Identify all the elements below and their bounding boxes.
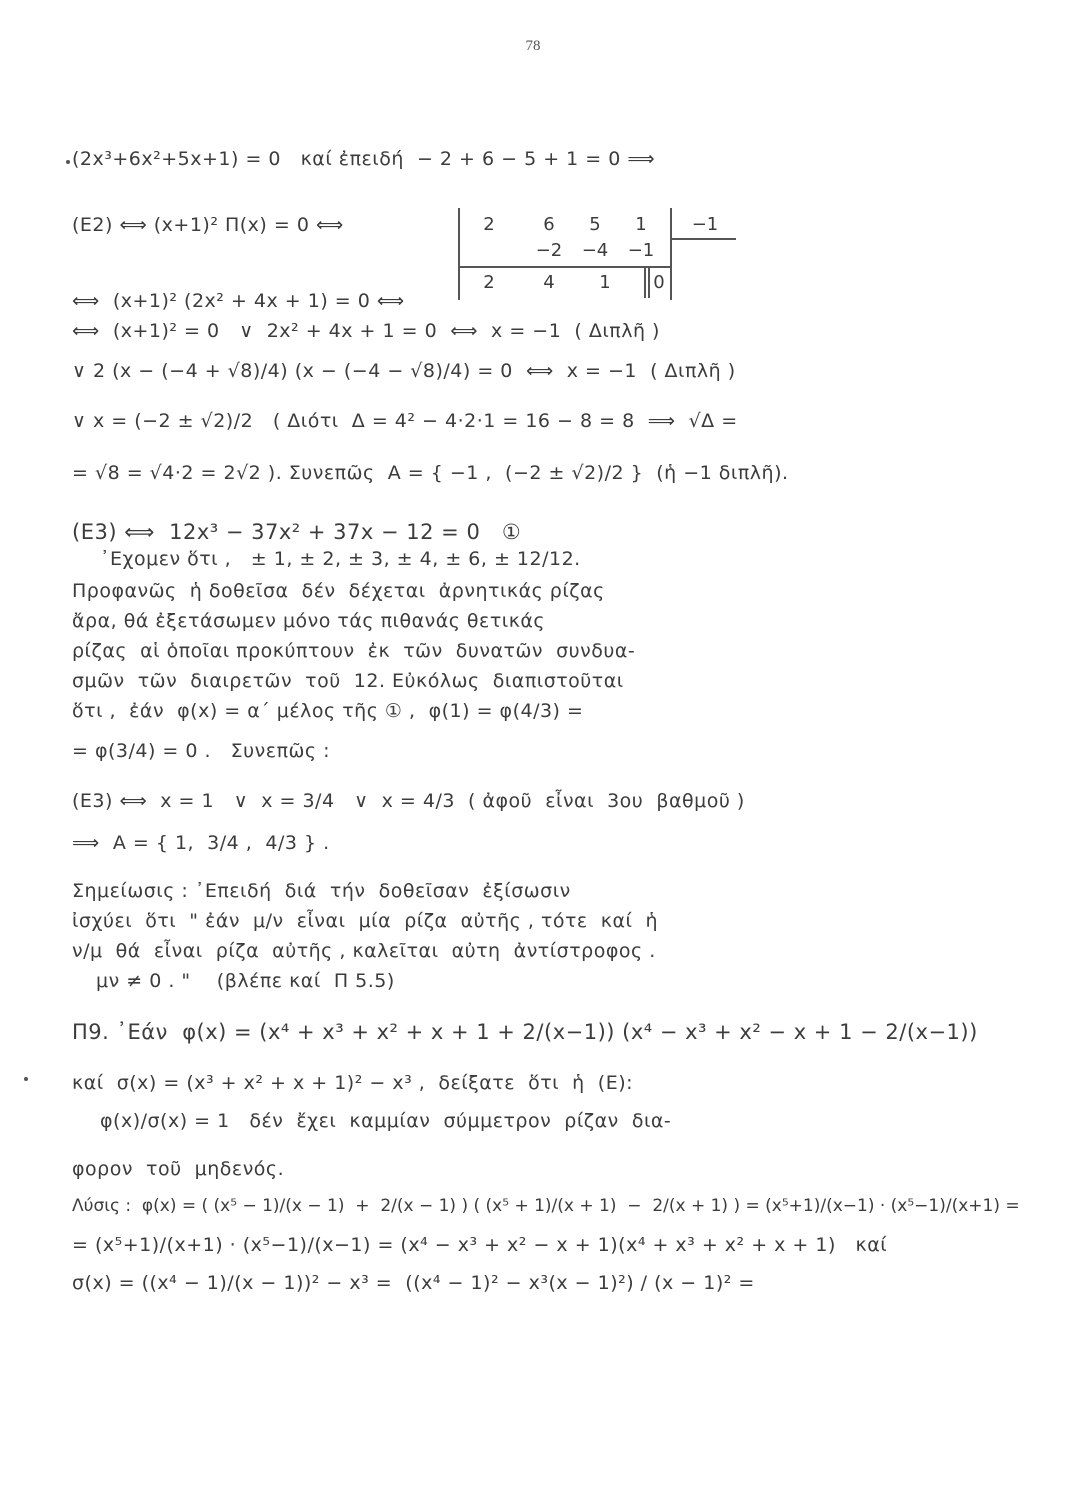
text-line-25: φορον τοῦ μηδενός.: [72, 1158, 285, 1180]
table-cell: −4: [581, 240, 609, 261]
page-number: 78: [525, 38, 541, 54]
table-cell: −2: [535, 240, 563, 261]
text-line-14: ὅτι , ἐάν φ(x) = α΄ μέλος τῆς ① , φ(1) = φ(4/3) =: [72, 700, 584, 722]
text-line-2: (E2) ⟺ (x+1)² Π(x) = 0 ⟺: [72, 214, 344, 236]
table-cell: 2: [483, 214, 495, 235]
text-line-5: ∨ 2 (x − (−4 + √8)/4) (x − (−4 − √8)/4) = 0 ⟺ x = −1 ( Διπλῆ ): [72, 360, 736, 382]
text-line-21: μν ≠ 0 . " (βλέπε καί Π 5.5): [96, 970, 395, 992]
text-line-3: ⟺ (x+1)² (2x² + 4x + 1) = 0 ⟺: [72, 290, 405, 312]
text-line-28: σ(x) = ((x⁴ − 1)/(x − 1))² − x³ = ((x⁴ − 1)² − x³(x − 1)²) / (x − 1)² =: [72, 1272, 755, 1294]
table-remainder: 0: [653, 272, 665, 293]
text-line-12: ρίζας αἱ ὁποῖαι προκύπτουν ἐκ τῶν δυνατῶν συνδυα-: [72, 640, 636, 662]
text-line-17: ⟹ A = { 1, 3/4 , 4/3 } .: [72, 832, 330, 854]
synthetic-division-table: [458, 208, 738, 300]
text-line-24: φ(x)/σ(x) = 1 δέν ἔχει καμμίαν σύμμετρον ρίζαν δια-: [100, 1110, 672, 1132]
text-line-16: (E3) ⟺ x = 1 ∨ x = 3/4 ∨ x = 4/3 ( ἀφοῦ εἶναι 3ου βαθμοῦ ): [72, 790, 745, 812]
text-line-9: ᾿Εχομεν ὅτι , ± 1, ± 2, ± 3, ± 4, ± 6, ± 12/12.: [100, 548, 581, 570]
table-cell: 6: [543, 214, 555, 235]
bullet-mark: [66, 160, 70, 164]
text-line-1: (2x³+6x²+5x+1) = 0 καί ἐπειδή − 2 + 6 − 5 + 1 = 0 ⟹: [72, 148, 656, 170]
text-line-13: σμῶν τῶν διαιρετῶν τοῦ 12. Εὐκόλως διαπιστοῦται: [72, 670, 624, 692]
table-cell: −1: [627, 240, 655, 261]
text-line-26: Λύσις : φ(x) = ( (x⁵ − 1)/(x − 1) + 2/(x − 1) ) ( (x⁵ + 1)/(x + 1) − 2/(x + 1) ) = (x⁵+1)/(x−1) · (x⁵−1)/(x+1) =: [72, 1196, 1020, 1216]
text-line-4: ⟺ (x+1)² = 0 ∨ 2x² + 4x + 1 = 0 ⟺ x = −1 ( Διπλῆ ): [72, 320, 660, 342]
text-line-6: ∨ x = (−2 ± √2)/2 ( Διότι Δ = 4² − 4·2·1 = 16 − 8 = 8 ⟹ √Δ =: [72, 410, 738, 432]
bullet-mark: [24, 1077, 28, 1081]
table-cell: 4: [543, 272, 555, 293]
text-line-23: καί σ(x) = (x³ + x² + x + 1)² − x³ , δείξατε ὅτι ἡ (E):: [72, 1072, 634, 1094]
table-cell: 1: [599, 272, 611, 293]
text-line-15: = φ(3/4) = 0 . Συνεπῶς :: [72, 740, 331, 762]
text-line-20: ν/μ θά εἶναι ρίζα αὐτῆς , καλεῖται αὐτη ἀντίστροφος .: [72, 940, 656, 962]
text-line-8: (E3) ⟺ 12x³ − 37x² + 37x − 12 = 0 ①: [72, 520, 522, 544]
text-line-10: Προφανῶς ἡ δοθεῖσα δέν δέχεται ἀρνητικάς ρίζας: [72, 580, 605, 602]
table-divisor: −1: [691, 214, 719, 235]
text-line-11: ἄρα, θά ἐξετάσωμεν μόνο τάς πιθανάς θετικάς: [72, 610, 546, 632]
text-line-27: = (x⁵+1)/(x+1) · (x⁵−1)/(x−1) = (x⁴ − x³ + x² − x + 1)(x⁴ + x³ + x² + x + 1) καί: [72, 1234, 888, 1256]
table-cell: 2: [483, 272, 495, 293]
text-line-18: Σημείωσις : ᾿Επειδή διά τήν δοθεῖσαν ἐξίσωσιν: [72, 880, 571, 902]
text-line-7: = √8 = √4·2 = 2√2 ). Συνεπῶς A = { −1 , (−2 ± √2)/2 } (ἡ −1 διπλῆ).: [72, 462, 789, 484]
table-cell: 1: [635, 214, 647, 235]
table-cell: 5: [589, 214, 601, 235]
text-line-22: Π9. ᾿Εάν φ(x) = (x⁴ + x³ + x² + x + 1 + 2/(x−1)) (x⁴ − x³ + x² − x + 1 − 2/(x−1)): [72, 1020, 978, 1044]
text-line-19: ἰσχύει ὅτι " ἐάν μ/ν εἶναι μία ρίζα αὐτῆς , τότε καί ἡ: [72, 910, 659, 932]
